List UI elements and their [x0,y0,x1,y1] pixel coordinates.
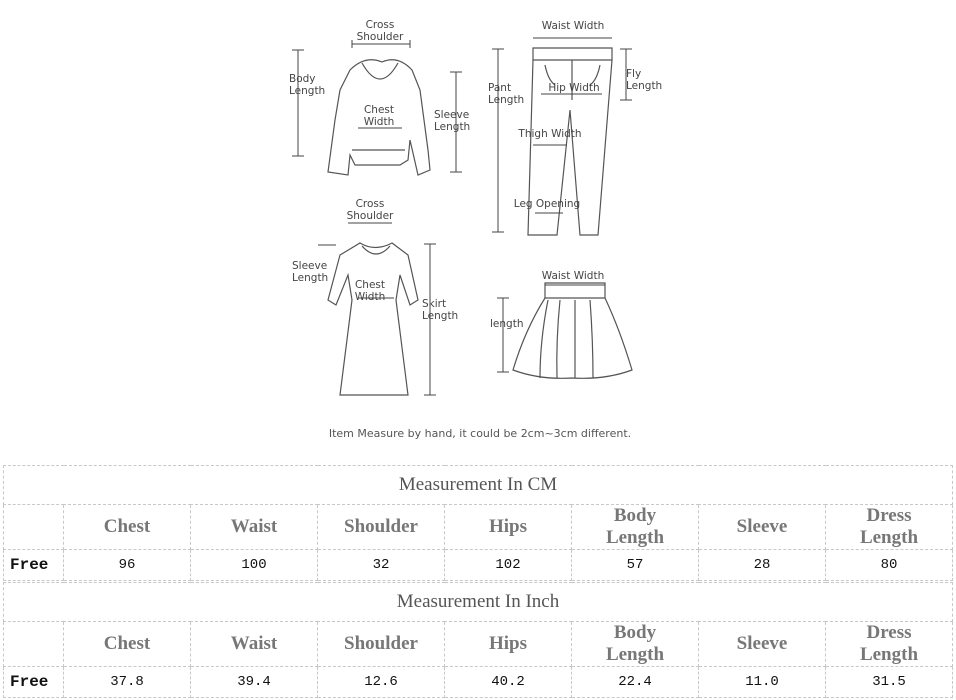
skirt-length-label: length [490,318,524,330]
corner-cell [4,622,64,667]
dress-skirt-length-label: Skirt Length [422,298,459,322]
value-sleeve: 11.0 [699,667,826,698]
measure-note: Item Measure by hand, it could be 2cm~3cm different. [328,427,632,440]
header-shoulder: Shoulder [318,505,445,550]
header-hips: Hips [445,622,572,667]
header-chest: Chest [64,505,191,550]
pants-waist-width-label: Waist Width [541,20,605,32]
header-waist: Waist [191,622,318,667]
header-dress-length: Dress Length [826,505,953,550]
value-waist: 100 [191,550,318,581]
header-waist: Waist [191,505,318,550]
header-sleeve: Sleeve [699,505,826,550]
header-sleeve: Sleeve [699,622,826,667]
value-shoulder: 12.6 [318,667,445,698]
skirt-illustration [513,283,632,378]
pants-thigh-width-label: Thigh Width [518,128,582,140]
value-hips: 102 [445,550,572,581]
top-cross-shoulder-label: Cross Shoulder [356,19,404,43]
value-body-length: 22.4 [572,667,699,698]
header-dress-length: Dress Length [826,622,953,667]
value-dress-length: 31.5 [826,667,953,698]
top-body-length-label: Body Length [289,73,326,97]
header-chest: Chest [64,622,191,667]
skirt-waist-width-label: Waist Width [541,270,605,282]
value-dress-length: 80 [826,550,953,581]
top-sleeve-length-label: Sleeve Length [434,109,471,133]
dress-cross-shoulder-label: Cross Shoulder [346,198,394,222]
dress-illustration [328,243,418,395]
measurement-table-cm [3,465,953,581]
row-label: Free [4,667,64,698]
header-shoulder: Shoulder [318,622,445,667]
value-waist: 39.4 [191,667,318,698]
table-title: Measurement In Inch [4,583,953,622]
pants-leg-opening-label: Leg Opening [513,198,581,210]
corner-cell [4,505,64,550]
pants-hip-width-label: Hip Width [548,82,600,94]
dress-sleeve-length-label: Sleeve Length [292,260,329,284]
header-body-length: Body Length [572,622,699,667]
header-hips: Hips [445,505,572,550]
value-chest: 37.8 [64,667,191,698]
measurement-table-inch [3,582,953,698]
value-chest: 96 [64,550,191,581]
value-body-length: 57 [572,550,699,581]
top-chest-width-label: Chest Width [363,104,395,128]
header-body-length: Body Length [572,505,699,550]
value-shoulder: 32 [318,550,445,581]
value-hips: 40.2 [445,667,572,698]
dress-chest-width-label: Chest Width [354,279,386,303]
pants-fly-length-label: Fly Length [626,68,663,92]
row-label: Free [4,550,64,581]
pants-pant-length-label: Pant Length [488,82,525,106]
value-sleeve: 28 [699,550,826,581]
table-title: Measurement In CM [4,466,953,505]
